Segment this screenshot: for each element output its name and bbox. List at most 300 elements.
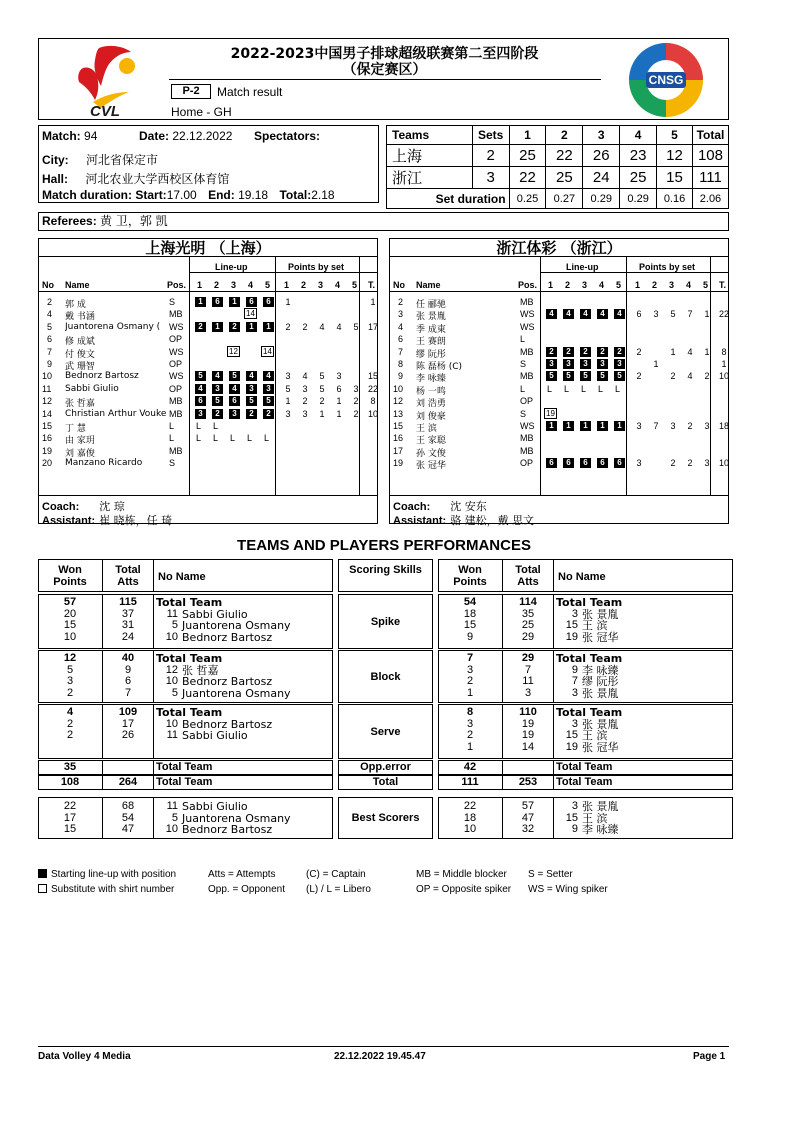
- report-title-line1: 2022-2023中国男子排球超级联赛第二至四阶段: [230, 46, 539, 62]
- player-number: 15: [565, 811, 578, 824]
- player-name: 刘 嘉俊: [65, 448, 95, 459]
- total-header: T.: [719, 280, 727, 290]
- column-divider: [502, 650, 503, 703]
- player-position: WS: [520, 309, 535, 320]
- home-no-column: [156, 707, 178, 742]
- player-number: 12: [42, 396, 53, 407]
- total-atts-value: 3: [524, 686, 532, 699]
- coach-label: Coach:: [42, 501, 80, 513]
- player-name: Sabbi Giulio: [182, 607, 248, 621]
- away-won-column: [440, 597, 500, 643]
- total-atts-value: 35: [521, 607, 535, 620]
- player-position: S: [520, 359, 527, 369]
- starting-position-marker: 4: [263, 371, 274, 381]
- column-divider: [153, 760, 154, 775]
- header-divider: [390, 291, 728, 292]
- starting-position-marker: 4: [580, 309, 591, 319]
- libero-marker: L: [598, 383, 604, 394]
- won-points-value: 15: [463, 619, 477, 631]
- set-points: 2: [302, 396, 308, 407]
- player-number: 6: [47, 334, 53, 345]
- total-atts-value: 24: [121, 630, 135, 643]
- home-skill-box: [38, 704, 333, 759]
- set-points: 3: [302, 408, 308, 419]
- starting-position-marker: 5: [263, 396, 274, 406]
- player-number: 3: [571, 607, 578, 620]
- header-divider: [189, 272, 377, 273]
- starting-position-marker: 5: [229, 371, 240, 381]
- libero-marker: L: [247, 433, 253, 444]
- starting-position-marker: 1: [614, 421, 625, 431]
- set-points: 6: [636, 309, 642, 320]
- player-number: 19: [42, 445, 53, 456]
- player-name: 郭 成: [65, 300, 86, 310]
- player-number: 3: [571, 686, 578, 699]
- home-best-no-column: [156, 801, 178, 836]
- starting-position-marker: 6: [597, 458, 608, 468]
- home-name-column: [156, 653, 291, 699]
- libero-marker: L: [615, 383, 621, 394]
- won-points-value: 3: [466, 717, 474, 730]
- away-total-box: [438, 775, 733, 790]
- points-set-header: 5: [352, 280, 358, 290]
- player-name: Bednorz Bartosz: [65, 371, 139, 382]
- set-points: 3: [670, 421, 676, 431]
- score-total: 108: [692, 145, 728, 167]
- column-divider: [502, 704, 503, 759]
- home-name-column: [156, 707, 272, 742]
- column-divider: [502, 559, 503, 592]
- assistant-label: Assistant:: [42, 515, 96, 527]
- won-points-value: 4: [66, 706, 74, 718]
- won-points-value: 22: [463, 800, 477, 812]
- name-header: Name: [416, 280, 441, 290]
- player-name: 丁 慧: [65, 424, 86, 434]
- away-no-column: [556, 707, 578, 753]
- set-points: 1: [653, 359, 659, 369]
- player-number: 12: [393, 396, 404, 407]
- match-info-panel: [38, 125, 379, 203]
- player-number: 19: [565, 630, 578, 643]
- set-points: 3: [636, 458, 642, 469]
- legend-substitute: [38, 884, 174, 895]
- skill-box: [338, 650, 433, 703]
- duration-row: [42, 188, 335, 202]
- total-duration-label: Total:: [279, 188, 312, 202]
- starting-position-marker: 3: [263, 384, 274, 394]
- starting-position-marker: 6: [195, 396, 206, 406]
- set-points: 5: [670, 309, 676, 320]
- starting-position-marker: 3: [580, 359, 591, 369]
- set-points: 2: [636, 371, 642, 382]
- player-position: L: [169, 421, 175, 431]
- player-number: 16: [42, 433, 53, 444]
- footer-software: Data Volley 4 Media: [38, 1051, 131, 1062]
- total-atts-value: 37: [121, 607, 135, 620]
- player-position: WS: [169, 371, 184, 382]
- player-name: 张 景胤: [416, 312, 446, 323]
- score-header-row: [387, 126, 729, 145]
- total-atts-header: Total Atts: [115, 564, 141, 588]
- player-total-points: 10: [367, 408, 378, 419]
- won-points-value: 2: [466, 675, 474, 687]
- won-points-value: 2: [466, 729, 474, 741]
- opp_error-skill-box: [338, 760, 433, 775]
- points-set-header: 1: [635, 280, 641, 290]
- lineup-set-header: 5: [616, 280, 622, 290]
- total-atts-value: 11: [522, 675, 534, 687]
- set-points: 4: [687, 346, 693, 357]
- set-points: 3: [704, 458, 710, 469]
- starting-position-marker: 4: [546, 309, 557, 319]
- player-name: Manzano Ricardo: [65, 458, 143, 469]
- points-set-header: 2: [301, 280, 307, 290]
- cvl-logo: [69, 42, 139, 118]
- player-total-points: 22: [367, 383, 378, 394]
- column-divider: [553, 797, 554, 839]
- total-atts-value: 109: [118, 706, 138, 718]
- points-set-header: 3: [318, 280, 324, 290]
- column-divider: [359, 257, 360, 495]
- column-divider: [502, 775, 503, 790]
- home-best-atts-column: [104, 801, 152, 836]
- away-roster-panel: [389, 238, 729, 527]
- won-points-value: 17: [63, 811, 77, 824]
- away-best-no-column: [556, 801, 578, 836]
- starting-position-marker: 6: [212, 297, 223, 307]
- points-header: Points by set: [288, 262, 345, 272]
- starting-position-marker: 4: [246, 371, 257, 381]
- column-divider: [502, 797, 503, 839]
- referees-value: 黄 卫，郭 凯: [100, 214, 168, 228]
- report-title-line2: （保定赛区）: [342, 62, 427, 78]
- player-number: 8: [398, 359, 404, 369]
- set-points: 5: [319, 371, 325, 382]
- player-number: 7: [398, 346, 404, 357]
- player-name: 王 滨: [582, 811, 608, 825]
- player-number: 11: [166, 800, 178, 812]
- player-name: Juantorena Osmany: [182, 686, 291, 700]
- won-points-value: 57: [63, 596, 77, 608]
- player-number: 19: [393, 458, 404, 469]
- away-best-atts-column: [504, 801, 552, 836]
- away-atts-column: [504, 653, 552, 699]
- match-value: 94: [84, 129, 98, 143]
- end-label: End:: [208, 188, 235, 202]
- player-position: MB: [520, 445, 534, 456]
- player-name: 季 成東: [416, 324, 446, 335]
- column-divider: [153, 704, 154, 759]
- cvl-logo-text: CVL: [90, 103, 120, 118]
- won-points-value: 15: [63, 619, 77, 631]
- player-name: 张 冠华: [582, 630, 619, 644]
- starting-position-marker: 1: [195, 297, 206, 307]
- points-set-header: 3: [669, 280, 675, 290]
- name-header: Name: [65, 280, 90, 290]
- player-number: 3: [398, 309, 404, 320]
- starting-position-marker: 1: [263, 322, 274, 332]
- set-points: 2: [353, 408, 359, 419]
- home-won-value: 35: [63, 761, 77, 773]
- total-atts-value: 68: [121, 800, 135, 812]
- away-best-name-column: [582, 801, 619, 836]
- legend-starting: [38, 869, 176, 880]
- match-row: [42, 129, 97, 143]
- player-total-points: 22: [718, 309, 729, 320]
- hall-row: [42, 170, 229, 187]
- set-points: 1: [670, 346, 676, 357]
- set-points: 1: [285, 297, 291, 307]
- won-points-header: Won Points: [53, 564, 87, 588]
- home-skill-box: [38, 650, 333, 703]
- player-total-points: 8: [721, 346, 727, 357]
- player-number: 4: [47, 309, 53, 320]
- score-header-teams: Teams: [387, 126, 473, 145]
- lineup-set-header: 2: [214, 280, 220, 290]
- lineup-set-header: 2: [565, 280, 571, 290]
- set-points: 2: [636, 346, 642, 357]
- player-position: MB: [169, 408, 183, 419]
- score-set-value: 25: [509, 145, 546, 167]
- home-no-column: [156, 597, 178, 643]
- won-points-value: 10: [463, 823, 477, 835]
- score-set-value: 24: [583, 167, 620, 189]
- libero-marker: L: [547, 383, 553, 394]
- total-atts-value: 19: [521, 729, 535, 741]
- total-team-label: Total Team: [556, 652, 623, 665]
- player-number: 9: [398, 371, 404, 382]
- lineup-set-header: 4: [248, 280, 254, 290]
- column-divider: [153, 594, 154, 649]
- player-total-points: 1: [370, 297, 376, 307]
- lineup-set-header: 5: [265, 280, 271, 290]
- home-perf-header: [38, 559, 333, 592]
- set-duration-value: 0.29: [620, 189, 657, 209]
- player-position: S: [169, 297, 176, 307]
- player-name: Bednorz Bartosz: [182, 717, 273, 731]
- total-atts-value: 47: [121, 823, 135, 835]
- total-atts-value: 7: [124, 686, 132, 699]
- away-opp_error-box: [438, 760, 733, 775]
- player-name: Juantorena Osmany: [182, 811, 291, 825]
- substitute-marker: 19: [546, 408, 555, 418]
- score-header-set2: 2: [546, 126, 583, 145]
- starting-position-marker: 5: [563, 371, 574, 381]
- coach-label: Coach:: [393, 501, 431, 513]
- starting-position-marker: 5: [614, 371, 625, 381]
- player-position: OP: [520, 458, 534, 469]
- player-name: 王 滨: [582, 619, 608, 632]
- score-set-value: 22: [509, 167, 546, 189]
- player-name: 张 哲嘉: [65, 399, 95, 410]
- cnsg-logo: [627, 41, 705, 119]
- score-set-value: 15: [657, 167, 693, 189]
- score-set-value: 23: [620, 145, 657, 167]
- starting-position-marker: 2: [263, 409, 274, 419]
- won-points-value: 20: [63, 607, 77, 620]
- start-value: 17.00: [166, 188, 197, 202]
- libero-marker: L: [196, 433, 202, 444]
- column-divider: [553, 594, 554, 649]
- starting-position-marker: 2: [229, 322, 240, 332]
- set-points: 3: [704, 421, 710, 431]
- starting-position-marker: 3: [212, 384, 223, 394]
- player-number: 15: [393, 421, 404, 431]
- player-name: 王 赛朗: [416, 337, 446, 348]
- scoring-skills-header: Scoring Skills: [349, 564, 422, 576]
- starting-position-marker: 2: [597, 347, 608, 357]
- starting-position-marker: 6: [263, 297, 274, 307]
- score-header-set5: 5: [657, 126, 693, 145]
- set-points: 1: [285, 396, 291, 407]
- player-position: L: [169, 433, 175, 444]
- total-atts-value: 25: [521, 619, 535, 631]
- total-atts-value: 115: [119, 596, 137, 608]
- starting-position-marker: 3: [195, 409, 206, 419]
- home-best-box: [38, 797, 333, 839]
- home-won-column: [40, 707, 100, 742]
- starting-position-marker: 6: [546, 458, 557, 468]
- player-number: [556, 653, 578, 665]
- assistant-label: Assistant:: [393, 515, 447, 527]
- footer-page: Page 1: [693, 1051, 726, 1062]
- starting-position-marker: 1: [597, 421, 608, 431]
- away-best-won-column: [440, 801, 500, 836]
- best-skill-box: [338, 797, 433, 839]
- starting-position-marker: 1: [546, 421, 557, 431]
- player-name: Sabbi Giulio: [182, 800, 248, 813]
- substitute-marker: 14: [246, 309, 255, 319]
- legend-opp: Opp. = Opponent: [208, 884, 286, 895]
- total-team-label: Total Team: [156, 596, 223, 609]
- set-points: 3: [285, 408, 291, 419]
- player-number: 13: [393, 408, 404, 419]
- skill-box: [338, 594, 433, 649]
- column-divider: [553, 760, 554, 775]
- column-divider: [153, 559, 154, 592]
- column-divider: [153, 775, 154, 790]
- player-number: [156, 707, 178, 719]
- player-number: 11: [166, 607, 178, 620]
- starting-position-marker: 5: [580, 371, 591, 381]
- total-atts-header: Total Atts: [515, 564, 541, 588]
- score-team-name: 浙江: [387, 167, 473, 189]
- score-header-total: Total: [692, 126, 728, 145]
- player-name: 张 景胤: [582, 686, 619, 700]
- starting-position-marker: 4: [563, 309, 574, 319]
- player-name: 刘 浩勇: [416, 399, 446, 410]
- date-label: Date:: [139, 129, 170, 143]
- player-number: [156, 653, 178, 665]
- player-name: 刘 俊豪: [416, 411, 446, 422]
- player-number: 3: [571, 800, 578, 812]
- home-won-column: [40, 653, 100, 699]
- starting-position-marker: 1: [580, 421, 591, 431]
- home-won-value: 108: [60, 776, 80, 788]
- player-name: 张 冠华: [582, 740, 619, 754]
- player-name: 张 哲嘉: [182, 663, 219, 677]
- total-atts-value: 110: [519, 706, 537, 718]
- set-points: 3: [285, 371, 291, 382]
- player-name: 由 家玥: [65, 436, 95, 447]
- starting-position-marker: 5: [597, 371, 608, 381]
- column-divider: [102, 760, 103, 775]
- player-position: MB: [520, 297, 534, 307]
- total-atts-value: 7: [524, 663, 532, 676]
- city-row: [42, 151, 158, 168]
- won-points-value: 9: [466, 630, 474, 643]
- score-total: 111: [692, 167, 728, 189]
- legend-ws: WS = Wing spiker: [528, 884, 608, 895]
- player-name: 杨 一鸣: [416, 386, 446, 397]
- assistant-row: [42, 512, 172, 528]
- lineup-set-header: 3: [231, 280, 237, 290]
- column-divider: [626, 257, 627, 495]
- column-divider: [102, 704, 103, 759]
- lineup-set-header: 1: [197, 280, 203, 290]
- player-number: 10: [165, 717, 178, 730]
- total-atts-value: 114: [519, 596, 537, 608]
- player-number: 10: [165, 630, 178, 643]
- roster-bottom-divider: [39, 495, 377, 496]
- score-set-value: 26: [583, 145, 620, 167]
- won-points-value: 22: [63, 800, 77, 812]
- won-points-value: 18: [463, 811, 477, 824]
- legend-mb: MB = Middle blocker: [416, 869, 507, 880]
- player-number: [556, 597, 578, 609]
- score-team-name: 上海: [387, 145, 473, 167]
- set-duration-value: 0.25: [509, 189, 546, 209]
- skill-name: Spike: [370, 615, 401, 628]
- assistant-row: [393, 512, 534, 528]
- player-name: 缪 阮彤: [416, 349, 446, 360]
- starting-position-marker: 2: [563, 347, 574, 357]
- column-divider: [553, 704, 554, 759]
- player-number: 3: [571, 717, 578, 730]
- column-divider: [153, 797, 154, 839]
- won-points-value: 8: [466, 706, 474, 718]
- city-value: 河北省保定市: [86, 153, 159, 167]
- set-duration-value: 0.16: [657, 189, 693, 209]
- player-number: 10: [393, 383, 404, 394]
- match-label: Match:: [42, 129, 81, 143]
- player-name: 张 景胤: [582, 800, 619, 813]
- home-roster-panel: [38, 238, 378, 527]
- substitute-marker: 12: [229, 346, 238, 356]
- legend-atts: Atts = Attempts: [208, 869, 276, 880]
- starting-position-marker: 2: [212, 409, 223, 419]
- date-row: [139, 129, 232, 143]
- player-name: 王 滨: [582, 729, 608, 742]
- substitute-marker: 14: [263, 346, 272, 356]
- hall-value: 河北农业大学西校区体育馆: [85, 172, 230, 186]
- assistant-names: 崔 晓栋，任 琦: [99, 514, 173, 527]
- opp_error-label: Opp.error: [360, 761, 411, 773]
- player-number: 5: [171, 686, 178, 699]
- set-points: 7: [653, 421, 659, 431]
- player-number: 10: [165, 823, 178, 835]
- starting-position-marker: 3: [229, 409, 240, 419]
- won-points-value: 15: [63, 823, 77, 835]
- set-points: 3: [636, 421, 642, 431]
- home-skill-box: [38, 594, 333, 649]
- total-atts-value: 32: [521, 823, 535, 835]
- starting-position-marker: 3: [597, 359, 608, 369]
- score-sets: 2: [472, 145, 509, 167]
- coach-name: 沈 琼: [99, 500, 125, 513]
- set-points: 3: [336, 371, 342, 382]
- duration-label: Match duration:: [42, 188, 132, 202]
